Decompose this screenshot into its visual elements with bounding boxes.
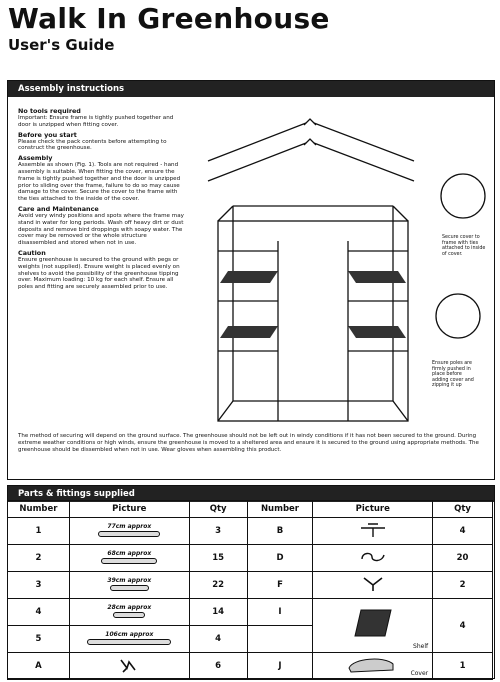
part-qty: 1 <box>433 653 493 680</box>
part-qty: 2 <box>433 572 493 599</box>
pole-icon <box>98 531 160 537</box>
table-row <box>8 545 493 572</box>
part-number: 5 <box>8 626 70 653</box>
page-subtitle: User's Guide <box>8 36 115 54</box>
table-header-row <box>8 501 493 518</box>
table-row <box>8 599 493 626</box>
col-qty: Qty <box>433 501 493 518</box>
part-number: 1 <box>8 518 70 545</box>
cover-icon <box>345 654 401 676</box>
part-picture <box>313 572 433 599</box>
rod-label: 39cm approx <box>107 576 152 584</box>
part-picture <box>313 518 433 545</box>
parts-heading: Parts & fittings supplied <box>8 486 494 502</box>
t-connector-icon <box>358 522 388 538</box>
section-title: No tools required <box>18 107 81 115</box>
part-qty: 15 <box>189 545 247 572</box>
part-picture <box>69 599 189 626</box>
part-number: B <box>247 518 313 545</box>
pole-icon <box>101 558 157 564</box>
part-number: 2 <box>8 545 70 572</box>
part-qty: 22 <box>189 572 247 599</box>
part-qty: 14 <box>189 599 247 626</box>
col-picture: Picture <box>313 501 433 518</box>
table-row <box>8 518 493 545</box>
section-body: Ensure greenhouse is secured to the ground with pegs or weights (not supplied). Ensure weight is placed evenly on shelves to avoid the possibility of the greenhouse tipping over. Maximum loading: 10 kg for each shelf. Ensure all poles and fitting are securely assembled prior to use. <box>18 256 180 291</box>
section-body: Please check the pack contents before attempting to construct the greenhouse. <box>18 138 167 152</box>
part-picture <box>313 653 433 680</box>
part-number: 4 <box>8 599 70 626</box>
pole-icon <box>110 585 149 591</box>
section-body: Assemble as shown (Fig. 1). Tools are not required - hand assembly is suitable. When fitting the cover, ensure the frame is tightly pushed together and the door is unzipped prior to sliding over the frame, failure to do so may cause damage to the cover. Secure the cover to the frame with the ties attached to the inside of the cover. <box>18 162 181 203</box>
part-picture <box>313 545 433 572</box>
cover-tie-callout: Secure cover to frame with ties attached to inside of cover. <box>442 235 486 257</box>
table-row <box>8 572 493 599</box>
part-picture <box>69 545 189 572</box>
page-title: Walk In Greenhouse <box>8 2 330 35</box>
part-number: F <box>247 572 313 599</box>
parts-table <box>7 500 493 680</box>
poles-callout: Ensure poles are firmly pushed in place before adding cover and zipping it up <box>432 361 474 389</box>
part-qty: 3 <box>189 518 247 545</box>
part-picture <box>313 599 433 653</box>
section-title: Before you start <box>18 130 77 139</box>
section-title: Caution <box>18 248 46 257</box>
assembly-heading: Assembly instructions <box>8 81 494 97</box>
y-connector-icon <box>358 575 388 593</box>
part-qty: 4 <box>189 626 247 653</box>
part-qty: 4 <box>433 599 493 653</box>
parts-panel <box>7 485 495 679</box>
part-picture <box>69 653 189 680</box>
table-row <box>8 653 493 680</box>
part-qty: 20 <box>433 545 493 572</box>
pole-icon <box>113 612 145 618</box>
rod-label: 106cm approx <box>105 630 154 638</box>
part-number: 3 <box>8 572 70 599</box>
col-number: Number <box>247 501 313 518</box>
shelf-label: Shelf <box>413 643 429 650</box>
part-picture <box>69 626 189 653</box>
part-qty: 6 <box>189 653 247 680</box>
part-qty: 4 <box>433 518 493 545</box>
cover-label: Cover <box>410 670 429 677</box>
part-number: J <box>247 653 313 680</box>
section-title: Assembly <box>18 154 53 163</box>
pole-icon <box>87 639 171 645</box>
part-number: I <box>247 599 313 626</box>
rod-label: 28cm approx <box>107 603 152 611</box>
part-number: A <box>8 653 70 680</box>
col-picture: Picture <box>69 501 189 518</box>
assembly-panel <box>7 80 495 480</box>
clip-icon <box>358 549 388 565</box>
rod-label: 68cm approx <box>107 549 152 557</box>
part-picture <box>69 518 189 545</box>
section-body: Important: Ensure frame is tightly pushed together and door is unzipped when fitting cover. <box>18 115 174 128</box>
assembly-text <box>18 107 186 293</box>
securing-note: The method of securing will depend on the ground surface. The greenhouse should not be left out in windy conditions if it has not been secured to the ground. During extreme weather conditions or high winds, ensure the greenhouse is moved to a sheltered area and ensure it is secured to the ground using appropriate methods. The greenhouse should be dissembled when not in use. Wear gloves when assembling this product. <box>18 433 479 453</box>
section-title: Care and Maintenance <box>18 204 99 213</box>
col-number: Number <box>8 501 70 518</box>
shelf-icon <box>351 606 395 642</box>
section-body: Avoid very windy positions and spots where the frame may stand in water for long periods. Wash off heavy dirt or dust deposits and remove bird droppings with soapy water. The cover may be removed or the whole structure disassembled and stored when not in use. <box>18 212 184 247</box>
part-number: D <box>247 545 313 572</box>
corner-connector-icon <box>117 656 141 674</box>
part-picture <box>69 572 189 599</box>
rod-label: 77cm approx <box>107 522 152 530</box>
col-qty: Qty <box>189 501 247 518</box>
